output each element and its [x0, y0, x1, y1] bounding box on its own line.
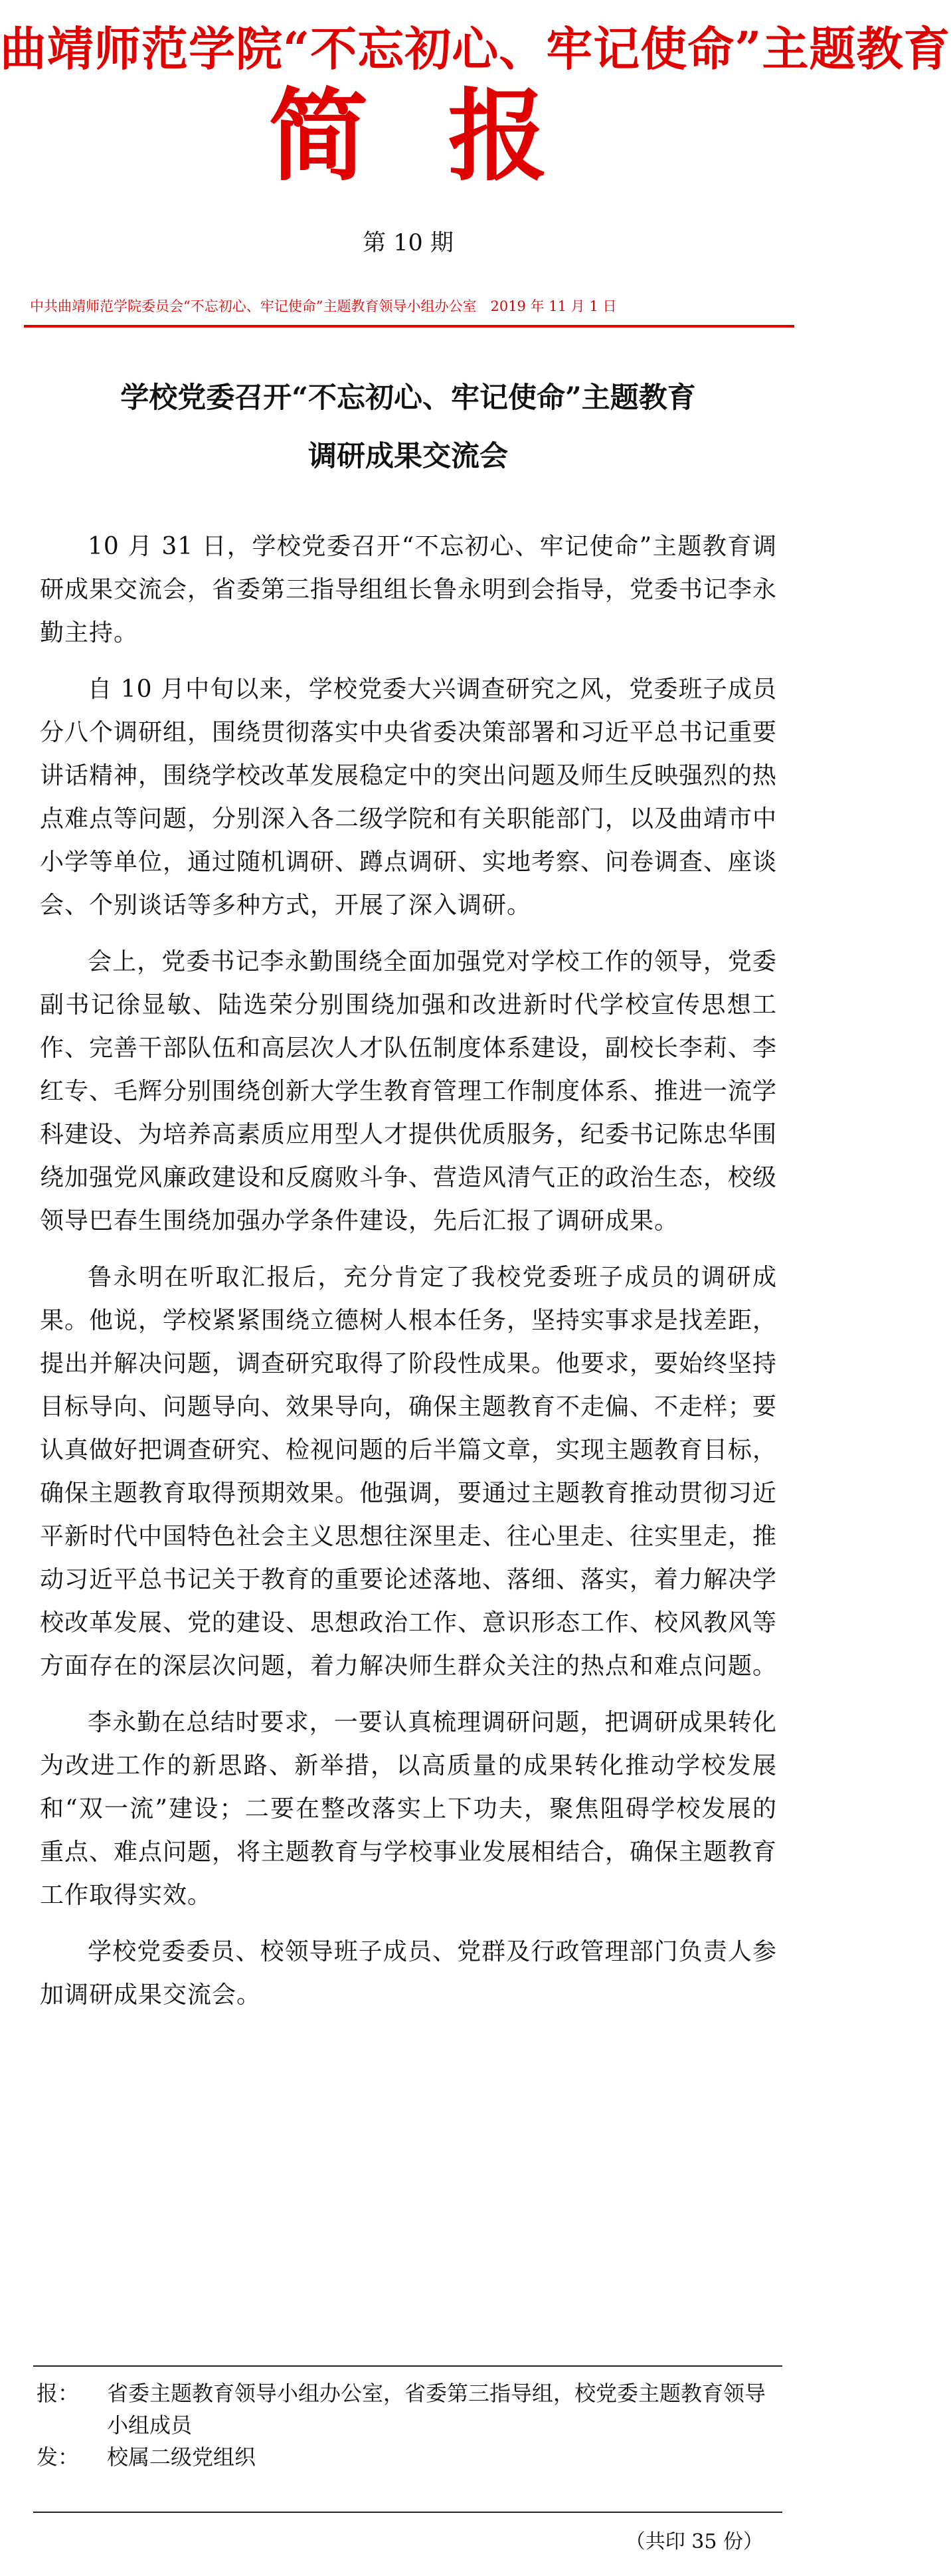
report-recipients: 省委主题教育领导小组办公室，省委第三指导组，校党委主题教育领导小组成员 — [107, 2381, 766, 2438]
bulletin-masthead — [0, 78, 816, 195]
article-body — [40, 525, 777, 2030]
report-label: 报： — [37, 2381, 80, 2406]
header-red-divider — [24, 325, 794, 328]
paragraph: 自 10 月中旬以来，学校党委大兴调查研究之风，党委班子成员分八个调研组，围绕贯彻落实中央省委决策部署和习近平总书记重要讲话精神，围绕学校改革发展稳定中的突出问题及师生反映强烈的热点难点等问题，分别深入各二级学院和有关职能部门，以及曲靖市中小学等单位，通过随机调研、蹲点调研、实地考察、问卷调查、座谈会、个别谈话等多种方式，开展了深入调研。 — [40, 676, 778, 919]
article-title-line-2: 调研成果交流会 — [308, 440, 508, 473]
masthead-char-2: 报 — [448, 78, 548, 195]
article-title — [0, 369, 816, 486]
distribution-top-rule — [33, 2365, 782, 2367]
report-to-row — [37, 2377, 780, 2441]
paragraph: 会上，党委书记李永勤围绕全面加强党对学校工作的领导，党委副书记徐显敏、陆选荣分别围绕加强和改进新时代学校宣传思想工作、完善干部队伍和高层次人才队伍制度体系建设，副校长李莉、李红专、毛辉分别围绕创新大学生教育管理工作制度体系、推进一流学科建设、为培养高素质应用型人才提供优质服务，纪委书记陈忠华围绕加强党风廉政建设和反腐败斗争、营造风清气正的政治生态，校级领导巴春生围绕加强办学条件建设，先后汇报了调研成果。 — [40, 948, 778, 1235]
distribution-block — [37, 2377, 780, 2473]
issue-number: 第 10 期 — [363, 230, 454, 256]
send-to-row — [37, 2441, 780, 2473]
send-recipients: 校属二级党组织 — [107, 2444, 256, 2470]
send-label: 发： — [37, 2444, 80, 2470]
paragraph: 10 月 31 日，学校党委召开“不忘初心、牢记使命”主题教育调研成果交流会，省委第三指导组组长鲁永明到会指导，党委书记李永勤主持。 — [40, 533, 778, 646]
distribution-bottom-rule — [33, 2512, 782, 2513]
paragraph: 李永勤在总结时要求，一要认真梳理调研问题，把调研成果转化为改进工作的新思路、新举措，以高质量的成果转化推动学校发展和“双一流”建设；二要在整改落实上下功夫，聚焦阻碍学校发展的重点、难点问题，将主题教育与学校事业发展相结合，确保主题教育工作取得实效。 — [40, 1709, 778, 1909]
article-title-line-1: 学校党委召开“不忘初心、牢记使命”主题教育 — [120, 381, 696, 415]
issuer-and-date: 中共曲靖师范学院委员会“不忘初心、牢记使命”主题教育领导小组办公室 2019 年 11 月 1 日 — [30, 298, 617, 314]
paragraph: 学校党委委员、校领导班子成员、党群及行政管理部门负责人参加调研成果交流会。 — [40, 1938, 777, 2009]
paragraph: 鲁永明在听取汇报后，充分肯定了我校党委班子成员的调研成果。他说，学校紧紧围绕立德树人根本任务，坚持实事求是找差距，提出并解决问题，调查研究取得了阶段性成果。他要求，要始终坚持目标导向、问题导向、效果导向，确保主题教育不走偏、不走样；要认真做好把调查研究、检视问题的后半篇文章，实现主题教育目标，确保主题教育取得预期效果。他强调，要通过主题教育推动贯彻习近平新时代中国特色社会主义思想往深里走、往心里走、往实里走，推动习近平总书记关于教育的重要论述落地、落细、落实，着力解决学校改革发展、党的建设、思想政治工作、意识形态工作、校风教风等方面存在的深层次问题，着力解决师生群众关注的热点和难点问题。 — [40, 1264, 778, 1680]
print-copies: （共印 35 份） — [625, 2530, 763, 2553]
bulletin-header-title: 曲靖师范学院“不忘初心、牢记使命”主题教育 — [0, 21, 951, 76]
masthead-char-1: 简 — [268, 78, 369, 195]
